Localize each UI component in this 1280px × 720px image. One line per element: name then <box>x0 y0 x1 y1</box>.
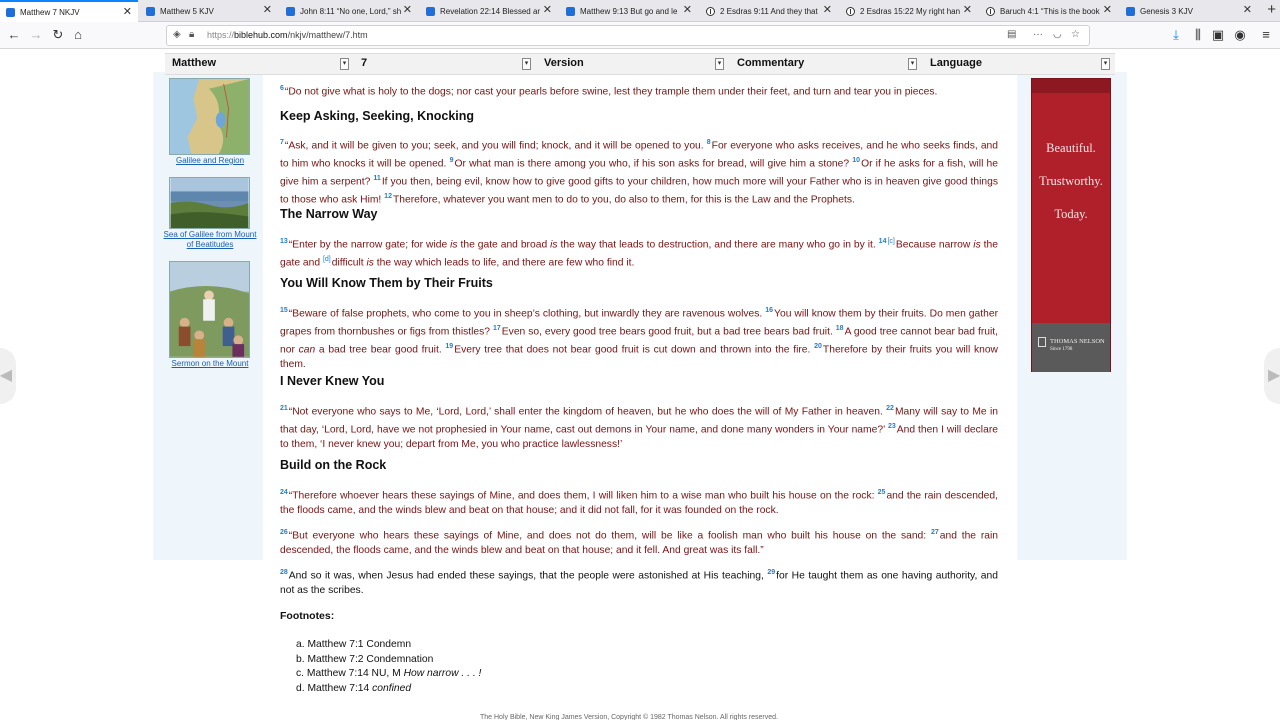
bookmark-star-icon[interactable]: ☆ <box>1071 29 1080 40</box>
book-icon <box>426 7 435 16</box>
close-icon[interactable]: ✕ <box>682 4 692 16</box>
tab-2-esdras-15-22[interactable] <box>840 0 978 22</box>
verse-block-7-12: $^7$“Ask, and it will be given to you; seek, and you will find; knock, and it will be opened to you. $^8$For everyone who asks receives, and he who seeks finds, and to him who knocks it will be opened. $^9$Or what man is there among you who, if his son asks for bread, will give him a stone? $^{10}$Or if he asks for a fish, will he give him a serpent? $^{11}$If you then, being evil, know how to give good gifts to your children, how much more will your Father who is in heaven give good things to those who ask Him! $^{12}$Therefore, whatever you want men to do to you, do also to them, for this is the Law and the Prophets. <box>280 139 998 206</box>
web-page <box>0 50 1280 720</box>
section-heading: I Never Knew You <box>280 374 385 388</box>
verse-block-24-25: $^{24}$“Therefore whoever hears these sayings of Mine, and does them, I will liken him to a wise man who built his house on the rock: $^{25}$and the rain descended, the floods came, and the winds blew and beat on that house; and it did not fall, for it was founded on the rock. <box>280 489 998 517</box>
verse-number[interactable]: 22 <box>886 405 894 412</box>
thomas-nelson-advertisement[interactable] <box>1031 78 1111 372</box>
tab-baruch-4-1[interactable] <box>980 0 1118 22</box>
cross-icon <box>706 7 715 16</box>
library-icon[interactable]: ⫼ <box>1195 27 1201 42</box>
ad-line: Trustworthy. <box>1039 174 1103 188</box>
chevron-down-icon[interactable]: ▾ <box>715 58 724 70</box>
ad-line: Today. <box>1054 207 1088 221</box>
verse-number[interactable]: 7 <box>280 139 284 146</box>
verse-number[interactable]: 23 <box>887 423 896 431</box>
section-heading: The Narrow Way <box>280 207 378 221</box>
tab-label: John 8:11 “No one, Lord,” sh <box>300 6 402 16</box>
verse-block-26-27: $^{26}$“But everyone who hears these sayings of Mine, and does not do them, will be like a foolish man who built his house on the sand: $^{27}$and the rain descended, the floods came, and the winds blew and beat on that house; and it fell. And great was its fall.” <box>280 529 998 557</box>
new-tab-icon[interactable]: + <box>1267 1 1276 18</box>
navigation-bar <box>0 22 1280 49</box>
language-select[interactable]: Language <box>930 57 982 69</box>
tab-matthew-9-13[interactable] <box>560 0 698 22</box>
url-text[interactable]: https://biblehub.com/nkjv/matthew/7.htm <box>207 30 368 40</box>
tab-label: Matthew 7 NKJV <box>20 8 80 17</box>
tab-label: Baruch 4:1 “This is the book <box>1000 6 1100 16</box>
verse-number[interactable]: 25 <box>877 489 886 496</box>
verse-block-28-29: $^{28}$And so it was, when Jesus had ended these sayings, that the people were astonished at His teaching, $^{29}$for He taught them as one having authority, and not as the scribes. <box>280 569 998 597</box>
chevron-down-icon[interactable]: ▾ <box>522 58 531 70</box>
footnote-link[interactable]: [c] <box>887 238 895 245</box>
verse-number[interactable]: 24 <box>280 489 288 496</box>
map-caption-sermon[interactable]: Sermon on the Mount <box>171 359 249 368</box>
tab-2-esdras-9-11[interactable] <box>700 0 838 22</box>
shield-icon[interactable]: ◈ <box>173 29 181 40</box>
tab-john-8-11[interactable] <box>280 0 418 22</box>
verse-number[interactable]: 27 <box>930 529 939 536</box>
version-select[interactable]: Version <box>544 57 584 69</box>
cross-icon <box>986 7 995 16</box>
sermon-on-the-mount-image[interactable] <box>169 261 250 358</box>
verse-number[interactable]: 6 <box>280 85 284 92</box>
footnote-item: b. Matthew 7:2 Condemnation <box>296 653 434 665</box>
ad-since: Since 1798 <box>1050 347 1073 352</box>
sea-of-galilee-image[interactable] <box>169 177 250 229</box>
section-heading: You Will Know Them by Their Fruits <box>280 276 493 290</box>
previous-chapter-arrow[interactable]: ◀ <box>0 348 16 404</box>
close-icon[interactable]: ✕ <box>1102 4 1112 16</box>
account-icon[interactable]: ◉ <box>1234 27 1246 42</box>
verse-number[interactable]: 19 <box>445 343 454 351</box>
book-icon <box>566 7 575 16</box>
verse-number[interactable]: 10 <box>852 157 861 165</box>
more-actions-icon[interactable]: ··· <box>1033 29 1043 40</box>
chevron-down-icon[interactable]: ▾ <box>908 58 917 70</box>
ad-line: Beautiful. <box>1046 141 1096 155</box>
galilee-map-image[interactable] <box>169 78 250 155</box>
home-icon[interactable]: ⌂ <box>74 27 82 42</box>
tab-label: Revelation 22:14 Blessed ar <box>440 6 541 16</box>
tab-label: Genesis 3 KJV <box>1140 6 1193 16</box>
reader-view-icon[interactable]: ▤ <box>1007 29 1017 40</box>
url-bar[interactable] <box>166 25 1090 46</box>
verse-number[interactable]: 17 <box>493 325 501 333</box>
close-icon[interactable]: ✕ <box>122 6 132 18</box>
download-icon[interactable]: ⤓ <box>1173 27 1179 42</box>
verse-number[interactable]: 16 <box>765 307 774 314</box>
verse-block-15-20: $^{15}$“Beware of false prophets, who come to you in sheep’s clothing, but inwardly they are ravenous wolves. $^{16}$You will know them by their fruits. Do men gather grapes from thornbushes or figs from thistles? $^{17}$Even so, every good tree bears good fruit, but a bad tree bears bad fruit. $^{18}$A good tree cannot bear bad fruit, nor can a bad tree bear good fruit. $^{19}$Every tree that does not bear good fruit is cut down and thrown into the fire. $^{20}$Therefore by their fruits you will know them. <box>280 307 998 371</box>
book-icon <box>146 7 155 16</box>
verse-6: $^6$“Do not give what is holy to the dogs; nor cast your pearls before swine, lest they trample them under their feet, and turn and tear you in pieces. <box>280 85 938 98</box>
verse-number[interactable]: 12 <box>384 193 392 201</box>
verse-number[interactable]: 13 <box>280 238 288 245</box>
close-icon[interactable]: ✕ <box>542 4 552 16</box>
tab-genesis-3-kjv[interactable] <box>1120 0 1258 22</box>
verse-number[interactable]: 26 <box>280 529 288 536</box>
menu-icon[interactable]: ≡ <box>1262 27 1270 42</box>
verse-number[interactable]: 14 <box>878 238 887 245</box>
close-icon[interactable]: ✕ <box>262 4 272 16</box>
footnote-link[interactable]: [d] <box>322 256 331 264</box>
tab-label: 2 Esdras 9:11 And they that <box>720 6 818 16</box>
tab-label: Matthew 5 KJV <box>160 6 214 16</box>
map-caption-sea-of-galilee[interactable]: Sea of Galilee from Mount of Beatitudes <box>163 230 257 249</box>
footnotes-heading: Footnotes: <box>280 610 335 622</box>
verse-block-21-23: $^{21}$“Not everyone who says to Me, ‘Lord, Lord,’ shall enter the kingdom of heaven, but he who does the will of My Father in heaven. $^{22}$Many will say to Me in that day, ‘Lord, Lord, have we not prophesied in Your name, cast out demons in Your name, and done many wonders in Your name?’ $^{23}$And then I will declare to them, ‘I never knew you; depart from Me, you who practice lawlessness!’ <box>280 405 998 451</box>
chevron-down-icon[interactable]: ▾ <box>1101 58 1110 70</box>
ad-top-band <box>1032 79 1110 93</box>
map-caption-galilee[interactable]: Galilee and Region <box>175 156 245 165</box>
tab-label: 2 Esdras 15:22 My right han <box>860 6 961 16</box>
section-heading: Keep Asking, Seeking, Knocking <box>280 109 475 123</box>
back-arrow-icon[interactable]: ← <box>7 27 21 42</box>
section-heading: Build on the Rock <box>280 458 387 472</box>
tab-matthew-7-nkjv[interactable] <box>0 0 138 23</box>
publisher-logo-icon <box>1038 337 1046 347</box>
forward-arrow-icon[interactable]: → <box>29 27 43 42</box>
ad-brand: THOMAS NELSON <box>1050 338 1105 345</box>
verse-number[interactable]: 29 <box>767 569 776 576</box>
close-icon[interactable]: ✕ <box>822 4 832 16</box>
book-icon <box>1126 7 1135 16</box>
copyright-footer: The Holy Bible, New King James Version, Copyright © 1982 Thomas Nelson. All rights reserved. <box>480 714 778 720</box>
verse-number[interactable]: 11 <box>373 175 381 183</box>
book-icon <box>6 8 15 17</box>
cross-icon <box>846 7 855 16</box>
footnotes-list <box>296 638 481 696</box>
chapter-select[interactable]: 7 <box>361 57 368 69</box>
chevron-down-icon[interactable]: ▾ <box>340 58 349 70</box>
tab-matthew-5-kjv[interactable] <box>140 0 278 22</box>
tab-label: Matthew 9:13 But go and le <box>580 6 678 16</box>
ad-footer <box>1032 323 1110 372</box>
next-chapter-arrow[interactable]: ▶ <box>1264 348 1280 404</box>
close-icon[interactable]: ✕ <box>962 4 972 16</box>
verse-number[interactable]: 18 <box>835 325 844 333</box>
verse-number[interactable]: 28 <box>280 569 288 576</box>
verse-number[interactable]: 9 <box>449 157 454 165</box>
pocket-icon[interactable]: ◡ <box>1053 29 1062 40</box>
footnote-item: c. Matthew 7:14 NU, M How narrow . . . ! <box>296 668 482 680</box>
verse-number[interactable]: 15 <box>280 307 288 314</box>
close-icon[interactable]: ✕ <box>1242 4 1252 16</box>
selector-bar <box>165 53 1115 75</box>
tab-bar <box>0 0 1280 22</box>
verse-number[interactable]: 8 <box>706 139 711 146</box>
footnote-item: a. Matthew 7:1 Condemn <box>296 639 412 650</box>
commentary-select[interactable]: Commentary <box>737 57 805 69</box>
footnote-item: d. Matthew 7:14 confined <box>296 682 412 694</box>
lock-icon[interactable]: 🔒︎ <box>189 29 195 40</box>
close-icon[interactable]: ✕ <box>402 4 412 16</box>
book-icon <box>286 7 295 16</box>
reload-icon[interactable]: ↻ <box>52 27 64 42</box>
verse-block-13-14: $^{13}$“Enter by the narrow gate; for wide is the gate and broad is the way that leads to destruction, and there are many who go in by it. $^{14[c]}$Because narrow is the gate and [d]difficult is the way which leads to life, and there are few who find it. <box>280 238 998 269</box>
book-select[interactable]: Matthew <box>172 57 216 69</box>
tab-revelation-22-14[interactable] <box>420 0 558 22</box>
verse-number[interactable]: 20 <box>814 343 822 351</box>
verse-number[interactable]: 21 <box>280 405 288 412</box>
sidebar-icon[interactable]: ▣ <box>1211 27 1225 42</box>
